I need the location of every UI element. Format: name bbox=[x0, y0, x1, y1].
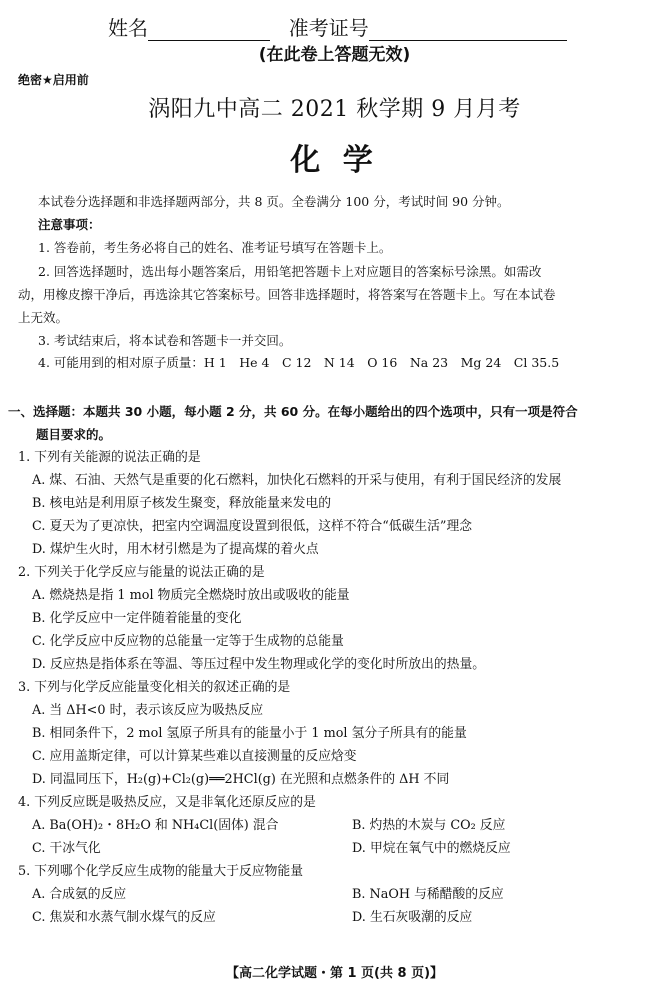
note-3: 3. 考试结束后，将本试卷和答题卡一并交回。 bbox=[38, 333, 292, 348]
q2-option-d: D. 反应热是指体系在等温、等压过程中发生物理或化学的变化时所放出的热量。 bbox=[32, 657, 486, 672]
q2-option-c: C. 化学反应中反应物的总能量一定等于生成物的总能量 bbox=[32, 634, 344, 649]
q5-option-b: B. NaOH 与稀醋酸的反应 bbox=[352, 887, 504, 902]
q2-option-b: B. 化学反应中一定伴随着能量的变化 bbox=[32, 611, 242, 626]
q1-option-b: B. 核电站是利用原子核发生聚变，释放能量来发电的 bbox=[32, 496, 332, 511]
name-label: 姓名 bbox=[108, 16, 148, 40]
section1-heading-cont: 题目要求的。 bbox=[36, 427, 112, 442]
question-2-stem: 2. 下列关于化学反应与能量的说法正确的是 bbox=[18, 565, 265, 580]
q4-option-c: C. 干冰气化 bbox=[32, 841, 101, 856]
q2-option-a: A. 燃烧热是指 1 mol 物质完全燃烧时放出或吸收的能量 bbox=[32, 588, 350, 603]
q4-option-a: A. Ba(OH)₂・8H₂O 和 NH₄Cl(固体) 混合 bbox=[32, 818, 279, 833]
q3-option-d: D. 同温同压下，H₂(g)+Cl₂(g)══2HCl(g) 在光照和点燃条件的 ΔH 不同 bbox=[32, 772, 450, 787]
question-1-stem: 1. 下列有关能源的说法正确的是 bbox=[18, 450, 201, 465]
q1-option-c: C. 夏天为了更凉快，把室内空调温度设置到很低，这样不符合“低碳生活”理念 bbox=[32, 519, 473, 534]
intro-text: 本试卷分选择题和非选择题两部分，共 8 页。全卷满分 100 分，考试时间 90 分钟。 bbox=[38, 194, 510, 209]
section1-heading: 一、选择题：本题共 30 小题，每小题 2 分，共 60 分。在每小题给出的四个选项中，只有一项是符合 bbox=[8, 404, 578, 419]
q3-option-a: A. 当 ΔH<0 时，表示该反应为吸热反应 bbox=[32, 703, 264, 718]
name-blank bbox=[148, 18, 270, 41]
secret-mark: 绝密★启用前 bbox=[18, 73, 89, 87]
q5-option-a: A. 合成氨的反应 bbox=[32, 887, 127, 902]
exam-id-label: 准考证号 bbox=[288, 16, 369, 40]
q5-option-d: D. 生石灰吸潮的反应 bbox=[352, 910, 473, 925]
exam-id-blank bbox=[369, 18, 567, 41]
note-2-cont: 动，用橡皮擦干净后，再选涂其它答案标号。回答非选择题时，将答案写在答题卡上。写在本试卷 bbox=[18, 287, 556, 302]
subject-title: 化 学 bbox=[290, 143, 379, 178]
q4-option-b: B. 灼热的木炭与 CO₂ 反应 bbox=[352, 818, 506, 833]
page-footer: 【高二化学试题・第 1 页(共 8 页)】 bbox=[225, 966, 444, 981]
q4-option-d: D. 甲烷在氧气中的燃烧反应 bbox=[352, 841, 511, 856]
note-2: 2. 回答选择题时，选出每小题答案后，用铅笔把答题卡上对应题目的答案标号涂黑。如需改 bbox=[38, 264, 542, 279]
note-2-end: 上无效。 bbox=[18, 310, 69, 325]
question-4-stem: 4. 下列反应既是吸热反应，又是非氧化还原反应的是 bbox=[18, 795, 316, 810]
notes-title: 注意事项： bbox=[38, 217, 101, 232]
answer-notice: (在此卷上答题无效) bbox=[258, 45, 411, 65]
exam-title: 涡阳九中高二 2021 秋学期 9 月月考 bbox=[148, 97, 521, 122]
q5-option-c: C. 焦炭和水蒸气制水煤气的反应 bbox=[32, 910, 216, 925]
question-5-stem: 5. 下列哪个化学反应生成物的能量大于反应物能量 bbox=[18, 864, 304, 879]
note-1: 1. 答卷前，考生务必将自己的姓名、准考证号填写在答题卡上。 bbox=[38, 240, 392, 255]
q1-option-d: D. 煤炉生火时，用木材引燃是为了提高煤的着火点 bbox=[32, 542, 319, 557]
q1-option-a: A. 煤、石油、天然气是重要的化石燃料，加快化石燃料的开采与使用，有利于国民经济的发展 bbox=[32, 473, 562, 488]
question-3-stem: 3. 下列与化学反应能量变化相关的叙述正确的是 bbox=[18, 680, 291, 695]
candidate-info-line bbox=[108, 12, 567, 41]
q3-option-b: B. 相同条件下，2 mol 氢原子所具有的能量小于 1 mol 氢分子所具有的能量 bbox=[32, 726, 467, 741]
note-4: 4. 可能用到的相对原子质量：H 1 He 4 C 12 N 14 O 16 Na 23 Mg 24 Cl 35.5 bbox=[38, 355, 560, 370]
q3-option-c: C. 应用盖斯定律，可以计算某些难以直接测量的反应焓变 bbox=[32, 749, 357, 764]
